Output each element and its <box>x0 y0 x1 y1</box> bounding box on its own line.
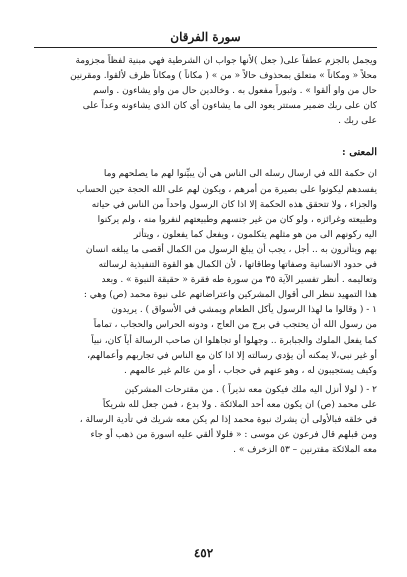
text-line: ومن قبلهم قال فرعون عن موسى : « فلولا ألقي عليه اسورة من ذهب أو جاء <box>90 430 377 441</box>
text-line: في حدود الانسانية وصفاتها وطاقاتها ، لأن الكمال هو القوة التنفيذية لرسالته <box>98 260 377 271</box>
text-line: ويجمل بالجزم عطفاً على( جعل )لأنها جواب ان الشرطية فهي مبنية لفظاً مجزومة <box>75 56 377 66</box>
page-number: ٤٥٢ <box>193 546 214 560</box>
second-point-paragraph <box>34 383 377 458</box>
text-line: يفسدهم ليكونوا على بصيرة من أمرهم ، ويكون لهم على الله الحجة حين الحساب <box>76 184 377 195</box>
text-line: هذا التمهيد ننظر الى أقوال المشركين واعتراضاتهم على نبوة محمد (ص) وهي : <box>83 290 377 301</box>
text-line: كما يفعل الملوك والجبابرة .. وجهلوا أو تجاهلوا ان صاحب الرسالة أياً كان، نبياً <box>91 335 377 346</box>
text-line: ان حكمة الله في ارسال رسله الى الناس هي أن يبيِّنوا لهم ما يصلحهم وما <box>103 169 377 180</box>
text-line: معه الملائكة مقترنين – ٥٣ الزخرف » . <box>233 445 377 456</box>
text-line: حال من واو ألقوا » . وثبوراً مفعول به . وخالدين حال من واو يشاءون . واسم <box>93 86 377 97</box>
text-line: من رسول الله أن يحتجب في برج من العاج ، ودونه الحراس والحجاب ، تماماً <box>93 320 377 331</box>
surah-title: سورة الفرقان <box>170 30 241 44</box>
text-line: والجزاء ، ولا تتحقق هذه الحكمة إلا اذا كان الرسول واحداً من الناس في حياته <box>91 199 377 210</box>
text-line: محلاً « ومكاناً » متعلق بمحذوف حالاً « من » ( مكاناً ) ومكاناً ظرف لألقوا. ومقرنين <box>70 71 377 82</box>
text-line: كان على ربك ضمير مستتر يعود الى ما يشاءون أي كان الذي يشاءونه وعداً على <box>82 101 377 112</box>
text-line: على ربك . <box>338 116 377 127</box>
text-line: وتعاليمه . أنظر تفسير الآية ٣٥ من سورة طه فقرة « حقيقة النبوة » . وبعد <box>101 275 377 286</box>
text-line: بهم ويتأثرون به .. أجل ، يجب أن يبلغ الرسول من الكمال أقصى ما يبلغه انسان <box>85 244 377 255</box>
text-line: في خلقه فبالأولى أن يشرك نبوة محمد إذا لم يكن معه شريك في تأدية الرسالة ، <box>79 414 377 425</box>
text-line: وكيف يستجيبون له ، وهو عنهم في حجاب ، أو من عالم غير عالمهم . <box>123 365 377 376</box>
text-line: وطبيعته وغرائزه ، ولو كان من غير جنسهم وطبيعتهم لنفروا منه ، ولم يركنوا <box>97 214 377 225</box>
intro-paragraph <box>34 54 377 129</box>
meaning-paragraph <box>34 167 377 378</box>
text-line: ١ - ( وقالوا ما لهذا الرسول يأكل الطعام ويمشي في الأسواق ) . يريدون <box>111 305 377 316</box>
text-line: اليه ركونهم الى من هو مثلهم يتكلمون ، ويفعل كما يفعلون ، ويتأثر <box>133 229 377 240</box>
text-line: على محمد (ص) ان يكون معه أحد الملائكة . ولا بدع ، فمن جعل لله شريكاً <box>102 399 377 410</box>
page-header <box>34 30 377 48</box>
text-line: ٢ - ( لولا أنزل اليه ملك فيكون معه نذيراً ) . من مقترحات المشركين <box>124 384 377 395</box>
text-line: أو غير نبي،لا يمكنه أن يؤدي رسالته إلا اذا كان مع الناس في تجاربهم وأعمالهم، <box>87 350 377 361</box>
meaning-heading: المعنى : <box>342 147 377 159</box>
